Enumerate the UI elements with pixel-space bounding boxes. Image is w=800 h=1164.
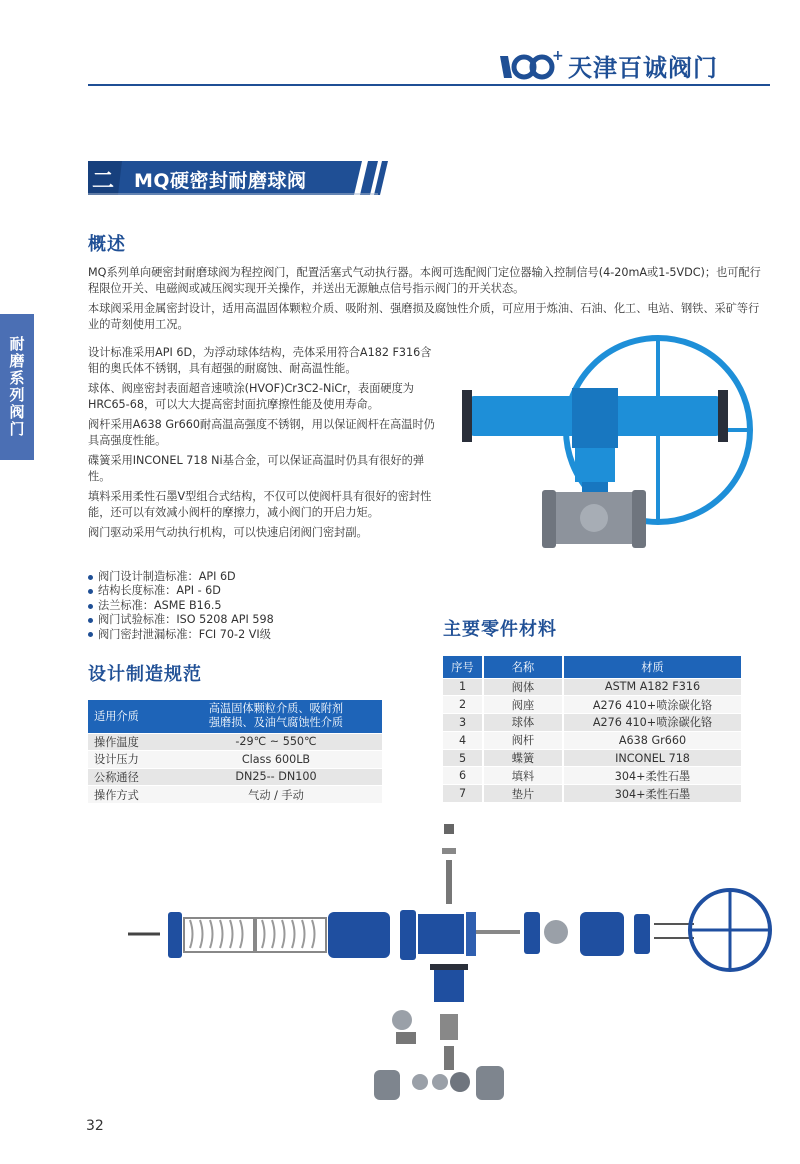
brand-header xyxy=(500,48,718,82)
part-name: 阀杆 xyxy=(483,731,563,749)
overview-paragraph: MQ系列单向硬密封耐磨球阀为程控阀门，配置活塞式气动执行器。本阀可选配阀门定位器输入控制信号(4-20mA或1-5VDC)；也可配行程限位开关、电磁阀或减压阀实现开关操作，并送出无源触点信号指示阀门的开关状态。 xyxy=(88,266,761,295)
table-header-row xyxy=(443,656,742,678)
parts-table xyxy=(443,656,743,803)
table-row xyxy=(443,785,742,803)
section-number: 二 xyxy=(92,169,115,194)
feature-item: 碟簧采用INCONEL 718 Ni基合金，可以保证高温时仍具有很好的弹性。 xyxy=(88,454,425,483)
feature-item: 球体、阀座密封表面超音速喷涂(HVOF)Cr3C2-NiCr，表面硬度为HRC65-68，可以大大提高密封面抗摩擦性能及使用寿命。 xyxy=(88,382,414,411)
table-row xyxy=(88,751,382,769)
bullet-icon xyxy=(88,618,93,623)
standard-item xyxy=(88,628,274,642)
table-row xyxy=(443,731,742,749)
part-material: 304+柔性石墨 xyxy=(563,785,742,803)
part-name: 球体 xyxy=(483,714,563,732)
section-banner xyxy=(88,161,388,195)
column-header: 名称 xyxy=(483,656,563,678)
spec-value: DN25-- DN100 xyxy=(170,768,382,786)
page-number: 32 xyxy=(86,1118,104,1134)
spec-value: -29℃ ~ 550℃ xyxy=(170,733,382,751)
feature-list xyxy=(88,345,438,545)
part-name: 填料 xyxy=(483,767,563,785)
spec-value xyxy=(170,700,382,733)
part-material: 304+柔性石墨 xyxy=(563,767,742,785)
spec-key: 设计压力 xyxy=(88,751,170,769)
standard-text: 阀门试验标准：ISO 5208 API 598 xyxy=(98,613,274,627)
spec-key: 公称通径 xyxy=(88,768,170,786)
part-name: 垫片 xyxy=(483,785,563,803)
exploded-view-image xyxy=(120,820,780,1120)
standard-item xyxy=(88,599,274,613)
feature-item: 阀门驱动采用气动执行机构，可以快速启闭阀门密封副。 xyxy=(88,526,368,539)
spec-value: Class 600LB xyxy=(170,751,382,769)
section-title: MQ硬密封耐磨球阀 xyxy=(134,170,307,192)
part-name: 蝶簧 xyxy=(483,749,563,767)
part-no: 2 xyxy=(443,696,483,714)
standard-item xyxy=(88,584,274,598)
part-no: 7 xyxy=(443,785,483,803)
feature-item: 阀杆采用A638 Gr660耐高温高强度不锈钢，用以保证阀杆在高温时仍具高强度性能。 xyxy=(88,418,435,447)
spec-value-line: 高温固体颗粒介质、吸附剂 xyxy=(208,702,344,716)
brand-name: 天津百诚阀门 xyxy=(568,53,718,82)
part-material: INCONEL 718 xyxy=(563,749,742,767)
table-row xyxy=(443,696,742,714)
part-material: ASTM A182 F316 xyxy=(563,678,742,696)
overview-heading: 概述 xyxy=(88,234,126,255)
part-material: A276 410+喷涂碳化铬 xyxy=(563,696,742,714)
spec-value-line: 强磨损、及油气腐蚀性介质 xyxy=(208,716,344,730)
feature-item: 填料采用柔性石墨V型组合式结构，不仅可以使阀杆具有很好的密封性能，还可以有效减小阀杆的摩擦力，减小阀门的开启力矩。 xyxy=(88,490,432,519)
table-row xyxy=(443,714,742,732)
table-row xyxy=(88,700,382,733)
part-no: 4 xyxy=(443,731,483,749)
company-logo-icon xyxy=(500,48,562,82)
table-row xyxy=(88,733,382,751)
part-material: A276 410+喷涂碳化铬 xyxy=(563,714,742,732)
spec-key: 操作方式 xyxy=(88,786,170,804)
part-no: 3 xyxy=(443,714,483,732)
bullet-icon xyxy=(88,589,93,594)
table-row xyxy=(443,678,742,696)
standard-text: 结构长度标准：API - 6D xyxy=(98,584,221,598)
standard-item xyxy=(88,613,274,627)
bullet-icon xyxy=(88,604,93,609)
standard-item xyxy=(88,570,274,584)
part-name: 阀体 xyxy=(483,678,563,696)
spec-key: 操作温度 xyxy=(88,733,170,751)
spec-key: 适用介质 xyxy=(88,700,170,733)
ball-valve-image xyxy=(440,340,760,570)
table-row xyxy=(88,786,382,804)
part-no: 5 xyxy=(443,749,483,767)
spec-heading: 设计制造规范 xyxy=(88,664,202,685)
table-row xyxy=(443,767,742,785)
parts-heading: 主要零件材料 xyxy=(443,619,557,640)
column-header: 材质 xyxy=(563,656,742,678)
standard-text: 法兰标准：ASME B16.5 xyxy=(98,598,222,612)
part-no: 1 xyxy=(443,678,483,696)
overview-text xyxy=(88,265,770,337)
bullet-icon xyxy=(88,632,93,637)
svg-text:+: + xyxy=(552,48,564,64)
overview-paragraph: 本球阀采用金属密封设计，适用高温固体颗粒介质、吸附剂、强磨损及腐蚀性介质，可应用于炼油、石油、化工、电站、钢铁、采矿等行业的苛刻使用工况。 xyxy=(88,302,760,331)
bullet-icon xyxy=(88,575,93,580)
standards-list xyxy=(88,570,274,642)
column-header: 序号 xyxy=(443,656,483,678)
table-row xyxy=(443,749,742,767)
standard-text: 阀门密封泄漏标准：FCI 70-2 VI级 xyxy=(98,627,271,641)
header-divider xyxy=(88,84,770,86)
side-tab-label: 耐磨系列阀门 xyxy=(7,336,26,438)
spec-table xyxy=(88,700,382,804)
part-name: 阀座 xyxy=(483,696,563,714)
side-category-tab xyxy=(0,314,34,460)
standard-text: 阀门设计制造标准：API 6D xyxy=(98,570,236,583)
table-row xyxy=(88,768,382,786)
part-no: 6 xyxy=(443,767,483,785)
spec-value: 气动 / 手动 xyxy=(170,786,382,804)
feature-item: 设计标准采用API 6D，为浮动球体结构，壳体采用符合A182 F316含钼的奥氏体不锈钢，具有超强的耐腐蚀、耐高温性能。 xyxy=(88,346,432,375)
part-material: A638 Gr660 xyxy=(563,731,742,749)
